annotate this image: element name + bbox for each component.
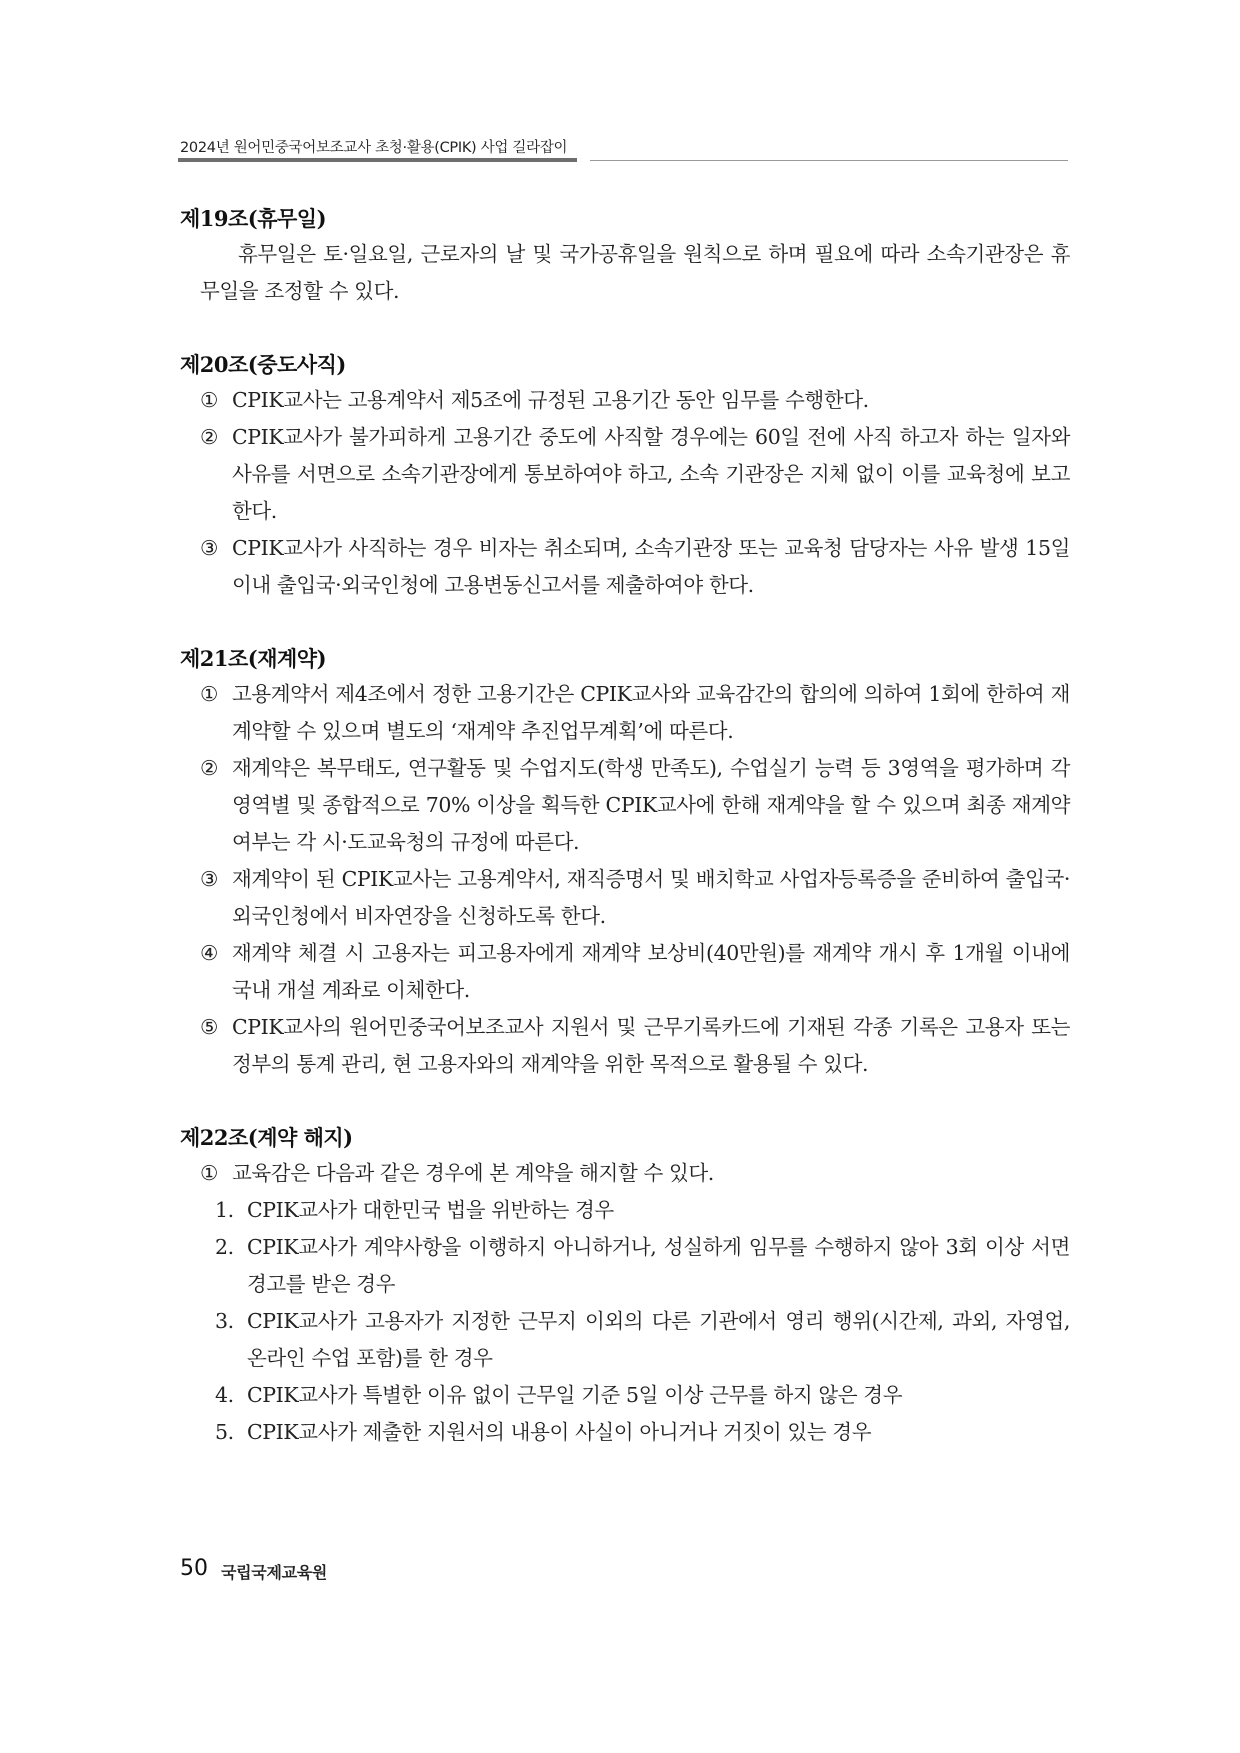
clause-text: CPIK교사는 고용계약서 제5조에 규정된 고용기간 동안 임무를 수행한다. xyxy=(232,388,869,412)
subclause-item xyxy=(180,1229,1070,1303)
clause-item xyxy=(180,861,1070,935)
clause-text: 교육감은 다음과 같은 경우에 본 계약을 해지할 수 있다. xyxy=(232,1161,714,1185)
clause-text: 재계약 체결 시 고용자는 피고용자에게 재계약 보상비(40만원)를 재계약 개시 후 1개월 이내에 국내 개설 계좌로 이체한다. xyxy=(232,941,1070,1002)
subclause-list xyxy=(180,1192,1070,1451)
clause-item xyxy=(180,935,1070,1009)
article-21 xyxy=(180,642,1070,1083)
subclause-marker: 2. xyxy=(215,1235,234,1259)
subclause-marker: 3. xyxy=(215,1309,234,1333)
subclause-text: CPIK교사가 특별한 이유 없이 근무일 기준 5일 이상 근무를 하지 않은 경우 xyxy=(247,1383,903,1407)
clause-item xyxy=(180,676,1070,750)
clause-marker: ② xyxy=(200,756,218,780)
subclause-text: CPIK교사가 대한민국 법을 위반하는 경우 xyxy=(247,1198,614,1222)
clause-marker: ③ xyxy=(200,867,218,891)
running-header-title: 2024년 원어민중국어보조교사 초청·활용(CPIK) 사업 길라잡이 xyxy=(180,140,568,156)
clause-text: 재계약이 된 CPIK교사는 고용계약서, 재직증명서 및 배치학교 사업자등록증을 준비하여 출입국·외국인청에서 비자연장을 신청하도록 한다. xyxy=(232,867,1070,928)
subclause-item xyxy=(180,1414,1070,1451)
article-title: 제21조(재계약) xyxy=(180,646,327,671)
page-content xyxy=(180,202,1070,1489)
header-rule-thick xyxy=(178,158,577,162)
clause-item xyxy=(180,419,1070,530)
clause-item xyxy=(180,1009,1070,1083)
subclause-marker: 4. xyxy=(215,1383,234,1407)
subclause-marker: 5. xyxy=(215,1420,234,1444)
article-20 xyxy=(180,348,1070,604)
subclause-marker: 1. xyxy=(215,1198,234,1222)
clause-marker: ④ xyxy=(200,941,218,965)
clause-marker: ① xyxy=(200,388,218,412)
clause-text: CPIK교사가 불가피하게 고용기간 중도에 사직할 경우에는 60일 전에 사직 하고자 하는 일자와 사유를 서면으로 소속기관장에게 통보하여야 하고, 소속 기관장은 지체 없이 이를 교육청에 보고한다. xyxy=(232,425,1070,523)
article-22 xyxy=(180,1121,1070,1451)
clause-text: CPIK교사의 원어민중국어보조교사 지원서 및 근무기록카드에 기재된 각종 기록은 고용자 또는 정부의 통계 관리, 현 고용자와의 재계약을 위한 목적으로 활용될 수 있다. xyxy=(232,1015,1070,1076)
page-number: 50 xyxy=(180,1556,208,1581)
clause-list xyxy=(180,1155,1070,1192)
subclause-text: CPIK교사가 고용자가 지정한 근무지 이외의 다른 기관에서 영리 행위(시간제, 과외, 자영업, 온라인 수업 포함)를 한 경우 xyxy=(247,1309,1070,1370)
clause-marker: ② xyxy=(200,425,218,449)
subclause-text: CPIK교사가 제출한 지원서의 내용이 사실이 아니거나 거짓이 있는 경우 xyxy=(247,1420,872,1444)
clause-item xyxy=(180,530,1070,604)
subclause-text: CPIK교사가 계약사항을 이행하지 아니하거나, 성실하게 임무를 수행하지 않아 3회 이상 서면 경고를 받은 경우 xyxy=(247,1235,1070,1296)
clause-text: 재계약은 복무태도, 연구활동 및 수업지도(학생 만족도), 수업실기 능력 등 3영역을 평가하며 각 영역별 및 종합적으로 70% 이상을 획득한 CPIK교사에 한해 재계약을 할 수 있으며 최종 재계약 여부는 각 시·도교육청의 규정에 따른다. xyxy=(232,756,1070,854)
article-title: 제19조(휴무일) xyxy=(180,206,327,231)
clause-marker: ① xyxy=(200,1161,218,1185)
subclause-item xyxy=(180,1192,1070,1229)
clause-item xyxy=(180,1155,1070,1192)
subclause-item xyxy=(180,1377,1070,1414)
clause-item xyxy=(180,750,1070,861)
clause-text: CPIK교사가 사직하는 경우 비자는 취소되며, 소속기관장 또는 교육청 담당자는 사유 발생 15일 이내 출입국·외국인청에 고용변동신고서를 제출하여야 한다. xyxy=(232,536,1070,597)
clause-list xyxy=(180,382,1070,604)
subclause-item xyxy=(180,1303,1070,1377)
article-title: 제20조(중도사직) xyxy=(180,352,346,377)
clause-text: 고용계약서 제4조에서 정한 고용기간은 CPIK교사와 교육감간의 합의에 의하여 1회에 한하여 재계약할 수 있으며 별도의 ‘재계약 추진업무계획’에 따른다. xyxy=(232,682,1070,743)
article-19 xyxy=(180,202,1070,310)
article-paragraph: 휴무일은 토·일요일, 근로자의 날 및 국가공휴일을 원칙으로 하며 필요에 따라 소속기관장은 휴무일을 조정할 수 있다. xyxy=(200,242,1070,303)
clause-list xyxy=(180,676,1070,1083)
clause-item xyxy=(180,382,1070,419)
header-rule-thin xyxy=(590,160,1068,161)
footer-organization: 국립국제교육원 xyxy=(221,1563,328,1582)
article-title: 제22조(계약 해지) xyxy=(180,1125,353,1150)
clause-marker: ① xyxy=(200,682,218,706)
clause-marker: ⑤ xyxy=(200,1015,218,1039)
clause-marker: ③ xyxy=(200,536,218,560)
